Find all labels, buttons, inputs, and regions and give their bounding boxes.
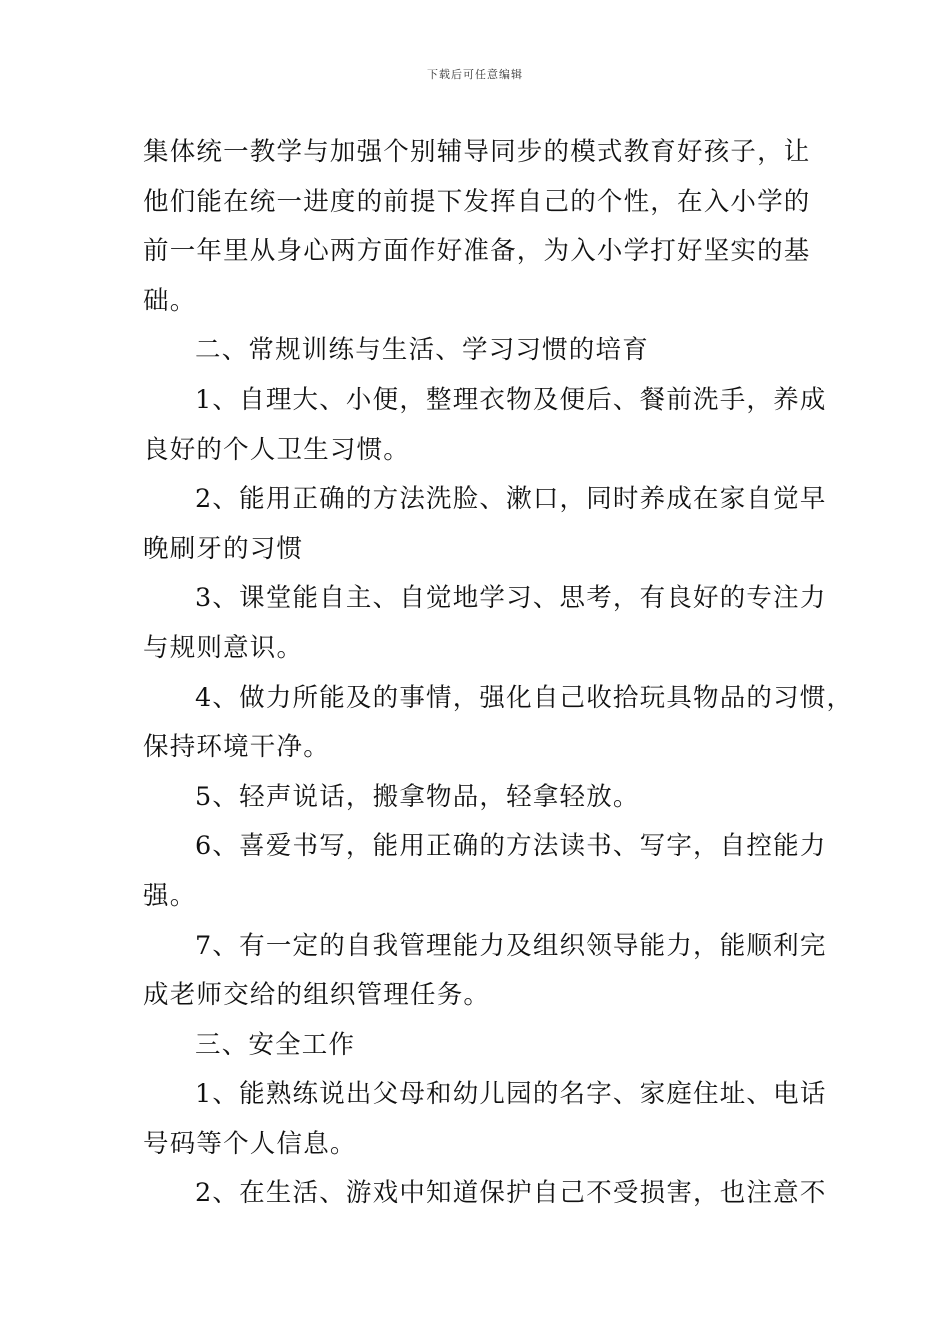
text-line: 他们能在统一进度的前提下发挥自己的个性，在入小学的 (143, 186, 811, 217)
text-line: 6、喜爱书写，能用正确的方法读书、写字，自控能力 (195, 831, 827, 862)
text-line: 2、能用正确的方法洗脸、漱口，同时养成在家自觉早 (195, 484, 827, 515)
text-line: 成老师交给的组织管理任务。 (143, 980, 491, 1011)
text-line: 1、能熟练说出父母和幼儿园的名字、家庭住址、电话 (195, 1079, 827, 1110)
text-line: 晚刷牙的习惯 (143, 533, 304, 564)
text-line: 2、在生活、游戏中知道保护自己不受损害，也注意不 (195, 1178, 827, 1209)
section-heading: 三、安全工作 (195, 1029, 356, 1060)
text-line: 础。 (143, 285, 197, 316)
page-header: 下载后可任意编辑 (427, 68, 523, 81)
text-line: 集体统一教学与加强个别辅导同步的模式教育好孩子，让 (143, 137, 811, 167)
text-line: 良好的个人卫生习惯。 (143, 434, 411, 465)
text-line: 号码等个人信息。 (143, 1128, 357, 1159)
text-line: 与规则意识。 (143, 632, 304, 663)
text-line: 7、有一定的自我管理能力及组织领导能力，能顺利完 (195, 930, 827, 961)
text-line: 强。 (143, 880, 197, 911)
text-line: 3、课堂能自主、自觉地学习、思考，有良好的专注力 (195, 583, 827, 614)
text-line: 前一年里从身心两方面作好准备，为入小学打好坚实的基 (143, 236, 811, 267)
text-line: 5、轻声说话，搬拿物品，轻拿轻放。 (195, 781, 640, 812)
text-line: 保持环境干净。 (143, 732, 330, 763)
section-heading: 二、常规训练与生活、学习习惯的培育 (195, 335, 649, 366)
document-body (143, 128, 854, 1219)
text-line: 4、做力所能及的事情，强化自己收拾玩具物品的习惯， (195, 682, 854, 713)
text-line: 1、自理大、小便，整理衣物及便后、餐前洗手，养成 (195, 384, 827, 415)
